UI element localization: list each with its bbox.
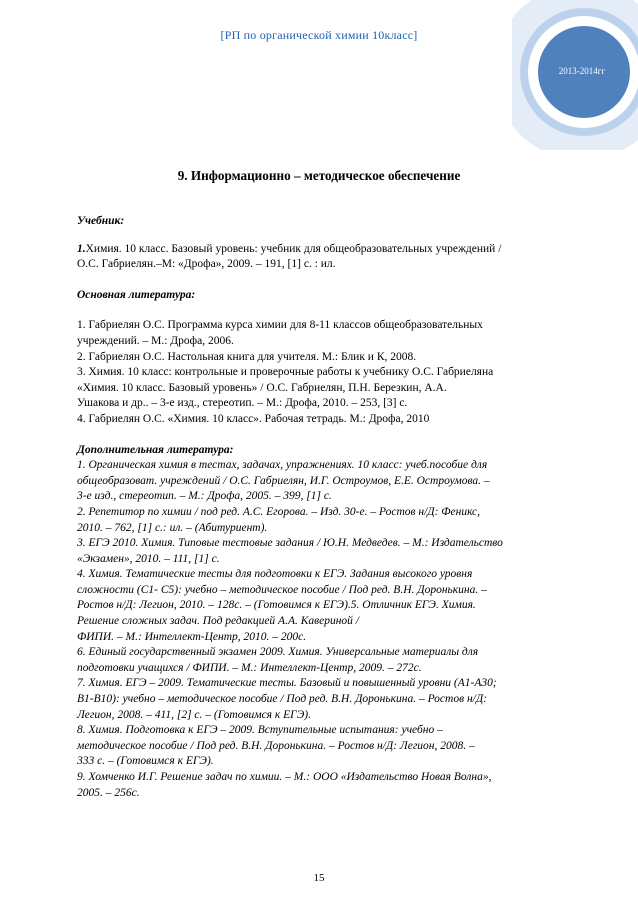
additional-literature-line: 2005. – 256с. xyxy=(77,786,140,799)
additional-literature-line: «Экзамен», 2010. – 111, [1] с. xyxy=(77,552,220,565)
main-literature-line: «Химия. 10 класс. Базовый уровень» / О.С. Габриелян, П.Н. Березкин, А.А. xyxy=(77,381,447,394)
main-literature-line: Ушакова и др.. – 3-е изд., стереотип. – М.: Дрофа, 2010. – 253, [3] с. xyxy=(77,397,408,410)
additional-literature-line: 9. Хомченко И.Г. Решение задач по химии. – М.: ООО «Издательство Новая Волна», xyxy=(77,771,492,783)
additional-literature-line: 7. Химия. ЕГЭ – 2009. Тематические тесты. Базовый и повышенный уровни (А1-А30; xyxy=(77,677,497,690)
additional-literature-line: Решение сложных задач. Под редакцией А.А. Кавериной / xyxy=(77,615,359,628)
header-title-text: [РП по органической химии 10класс] xyxy=(220,28,418,42)
main-literature-line: 1. Габриелян О.С. Программа курса химии для 8-11 классов общеобразовательных xyxy=(77,319,483,332)
main-literature-line: 4. Габриелян О.С. «Химия. 10 класс». Рабочая тетрадь. М.: Дрофа, 2010 xyxy=(77,412,430,425)
additional-literature-line: 6. Единый государственный экзамен 2009. Химия. Универсальные материалы для xyxy=(77,646,479,659)
main-literature-label: Основная литература: xyxy=(77,288,196,301)
additional-literature-list xyxy=(77,458,577,801)
additional-literature-line: 4. Химия. Тематические тесты для подготовки к ЕГЭ. Задания высокого уровня xyxy=(77,568,473,581)
additional-literature-line: 333 с. – (Готовимся к ЕГЭ). xyxy=(77,755,214,768)
additional-literature-line: 8. Химия. Подготовка к ЕГЭ – 2009. Вступительные испытания: учебно – xyxy=(77,724,443,737)
textbook-line-2: О.С. Габриелян.–М: «Дрофа», 2009. – 191, [1] с. : ил. xyxy=(77,258,336,271)
additional-literature-line: подготовки учащихся / ФИПИ. – М.: Интеллект-Центр, 2009. – 272с. xyxy=(77,661,422,674)
main-literature-line: 2. Габриелян О.С. Настольная книга для учителя. М.: Блик и К, 2008. xyxy=(77,350,417,363)
additional-literature-line: 2010. – 762, [1] с.: ил. – (Абитуриент). xyxy=(77,521,268,534)
additional-literature-line: методическое пособие / Под ред. В.Н. Доронькина. – Ростов н/Д: Легион, 2008. – xyxy=(77,739,475,752)
additional-literature-line: В1-В10): учебно – методическое пособие / Под ред. В.Н. Доронькина. – Ростов н/Д: xyxy=(77,693,488,706)
textbook-line-1: 1.Химия. 10 класс. Базовый уровень: учебник для общеобразовательных учреждений / xyxy=(77,242,502,255)
additional-literature-label: Дополнительная литература: xyxy=(77,443,234,456)
additional-literature-line: сложности (С1- С5): учебно – методическое пособие / Под ред. В.Н. Доронькина. – xyxy=(77,583,487,596)
additional-literature-line: 3. ЕГЭ 2010. Химия. Типовые тестовые задания / Ю.Н. Медведев. – М.: Издательство xyxy=(77,537,503,550)
section-heading: 9. Информационно – методическое обеспечение xyxy=(177,168,461,183)
additional-literature-line: 3-е изд., стереотип. – М.: Дрофа, 2005. – 399, [1] с. xyxy=(77,490,332,503)
main-literature-line: учреждений. – М.: Дрофа, 2006. xyxy=(77,334,234,347)
additional-literature-line: Легион, 2008. – 411, [2] с. – (Готовимся к ЕГЭ). xyxy=(77,708,311,721)
additional-literature-line: ФИПИ. – М.: Интеллект-Центр, 2010. – 200с. xyxy=(77,630,307,643)
textbook-number: 1. xyxy=(77,242,86,255)
additional-literature-line: 2. Репетитор по химии / под ред. А.С. Егорова. – Изд. 30-е. – Ростов н/Д: Феникс, xyxy=(77,505,481,518)
year-label: 2013-2014гг xyxy=(558,66,606,76)
page-number: 15 xyxy=(313,872,325,884)
additional-literature-line: 1. Органическая химия в тестах, задачах, упражнениях. 10 класс: учеб.пособие для xyxy=(77,459,488,472)
main-literature-line: 3. Химия. 10 класс: контрольные и проверочные работы к учебнику О.С. Габриеляна xyxy=(77,366,494,379)
document-body xyxy=(77,214,577,801)
additional-literature-line: Ростов н/Д: Легион, 2010. – 128с. – (Готовимся к ЕГЭ).5. Отличник ЕГЭ. Химия. xyxy=(77,599,476,612)
textbook-label: Учебник: xyxy=(77,215,125,227)
additional-literature-line: общеобразоват. учреждений / О.С. Габриелян, И.Г. Остроумов, Е.Е. Остроумова. – xyxy=(77,474,490,487)
